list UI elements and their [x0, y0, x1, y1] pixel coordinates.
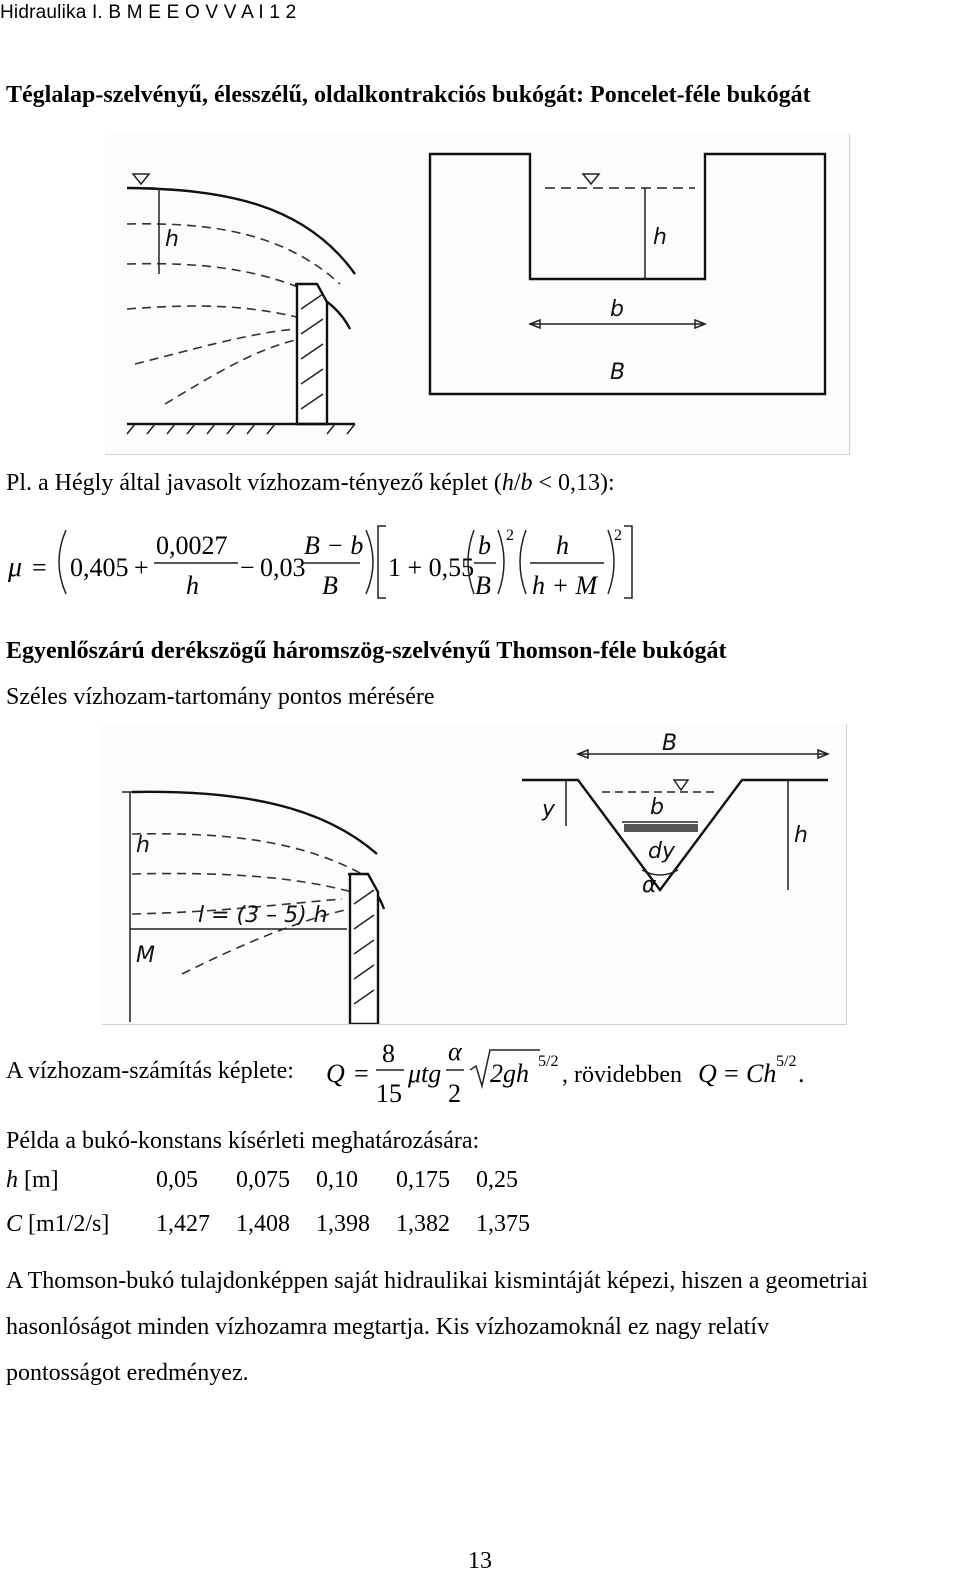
dy-label: dy [648, 839, 675, 864]
h-label: h [136, 833, 150, 858]
example-sentence: Pl. a Hégly által javasolt vízhozam-tényező képlet (h/b < 0,13): [6, 470, 615, 496]
h-label-front: h [794, 823, 808, 848]
alpha-label: α [642, 873, 657, 898]
paren-left [59, 530, 66, 594]
frac1-num: 0,0027 [156, 531, 228, 560]
formula-one-plus: 1 + 0,55 [388, 553, 475, 582]
closing-line-3: pontosságot eredményez. [6, 1360, 249, 1386]
alpha-num: α [448, 1037, 462, 1066]
poncelet-weir-figure [105, 134, 850, 455]
mu-tg: μtg [408, 1059, 442, 1088]
mu-symbol: μ [8, 552, 23, 583]
y-label: y [542, 797, 556, 822]
table-cell: 1,427 [156, 1210, 210, 1237]
table-cell: 1,408 [236, 1210, 290, 1237]
Q-symbol: Q [326, 1059, 345, 1088]
table-cell: 0,10 [316, 1166, 358, 1193]
B-label: B [662, 731, 678, 756]
table-cell: 1,375 [476, 1210, 530, 1237]
thomson-weir-drawing [102, 724, 846, 1024]
water-level-symbol [133, 174, 149, 184]
side-view [127, 174, 355, 434]
closing-line-1: A Thomson-bukó tulajdonképpen saját hidraulikai kismintáját képezi, hiszen a geometriai [6, 1268, 869, 1294]
row-label-C: C [m1/2/s] [6, 1210, 110, 1237]
nappe-upper-surface [127, 188, 355, 274]
running-header: Hidraulika I. B M E E O V V A I 1 2 [0, 2, 297, 23]
table-caption: Példa a bukó-konstans kísérleti meghatározására: [6, 1128, 480, 1154]
frac4-num: h [556, 531, 569, 560]
table-row [6, 1158, 556, 1202]
table-cell: 1,382 [396, 1210, 450, 1237]
frac-den-2: 2 [448, 1079, 461, 1108]
hegly-formula [8, 518, 648, 606]
page-number: 13 [468, 1548, 492, 1574]
table-cell: 0,25 [476, 1166, 518, 1193]
frac2-num: B − b [304, 531, 364, 560]
formula-plus: + [134, 553, 149, 582]
h-label: h [165, 227, 179, 252]
exp-5-2-b: 5/2 [776, 1053, 797, 1070]
frac2-den: B [322, 571, 338, 600]
exp-2: 2 [614, 527, 622, 544]
v-notch-outline [522, 780, 828, 890]
formula-minus: − [240, 553, 255, 582]
weir-plate [297, 284, 327, 424]
section-title-thomson: Egyenlőszárú derékszögű háromszög-szelvényű Thomson-féle bukógát [6, 638, 727, 664]
front-view [430, 154, 825, 394]
thomson-weir-figure [102, 724, 847, 1025]
B-label: B [610, 360, 626, 385]
l-label: l = (3 – 5) h [198, 903, 328, 928]
dy-strip [624, 824, 698, 832]
row-label-h: h [m] [6, 1166, 59, 1193]
frac4-den: h + M [532, 571, 598, 600]
water-level-symbol-front [583, 174, 599, 184]
bracket-left [378, 526, 386, 598]
frac-num-8: 8 [382, 1039, 395, 1068]
table-cell: 1,398 [316, 1210, 370, 1237]
formula-c2: 0,03 [260, 553, 306, 582]
frac3-den: B [475, 571, 491, 600]
thomson-formula [326, 1036, 806, 1116]
M-label: M [136, 943, 155, 968]
exp-5-2: 5/2 [538, 1053, 559, 1070]
formula-eq: = [32, 553, 47, 582]
table-row [6, 1202, 556, 1246]
h-label-front: h [653, 225, 667, 250]
Q2-symbol: Q [698, 1059, 717, 1088]
b-label: b [650, 795, 664, 820]
side-view [122, 792, 384, 1024]
b-label: b [610, 297, 624, 322]
Ch-term: Ch [746, 1059, 777, 1088]
constant-table [6, 1158, 556, 1246]
paren-right [366, 530, 373, 594]
bracket-right [624, 526, 632, 598]
exp-1: 2 [506, 527, 514, 544]
thomson-formula-svg [326, 1036, 806, 1116]
table-cell: 0,05 [156, 1166, 198, 1193]
hegly-formula-svg [8, 518, 648, 606]
frac-den-15: 15 [376, 1079, 402, 1108]
poncelet-weir-drawing [105, 134, 849, 454]
weir-front-outline [430, 154, 825, 394]
nappe-upper-surface [132, 792, 377, 854]
frac3-num: b [478, 531, 491, 560]
formula-c1: 0,405 [70, 553, 129, 582]
table-cell: 0,075 [236, 1166, 290, 1193]
frac1-den: h [186, 571, 199, 600]
eq2-symbol: = [724, 1059, 739, 1088]
shorter-text: , rövidebben [562, 1062, 682, 1088]
sqrt-content: 2gh [490, 1059, 529, 1088]
closing-line-2: hasonlóságot minden vízhozamra megtartja. Kis vízhozamoknál ez nagy relatív [6, 1314, 770, 1340]
table-cell: 0,175 [396, 1166, 450, 1193]
thomson-formula-prefix: A vízhozam-számítás képlete: [6, 1058, 294, 1084]
section-title-poncelet: Téglalap-szelvényű, élesszélű, oldalkontrakciós bukógát: Poncelet-féle bukógát [6, 82, 811, 108]
section-subtitle-thomson: Széles vízhozam-tartomány pontos mérésére [6, 684, 435, 710]
eq-symbol: = [354, 1059, 369, 1088]
period: . [798, 1059, 805, 1088]
front-view [522, 731, 828, 898]
